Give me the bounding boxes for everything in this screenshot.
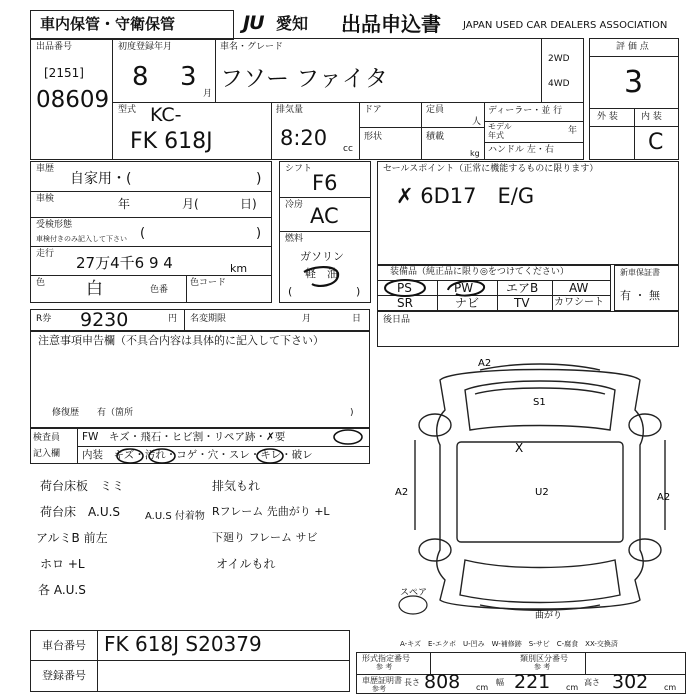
fuel-label: 燃料 xyxy=(285,234,304,244)
drive-2wd: 2WD xyxy=(548,54,570,64)
fw-circle-mark xyxy=(330,428,370,448)
drive-4wd: 4WD xyxy=(548,79,570,89)
equip-circle-marks xyxy=(380,278,510,300)
type-number-label: 形式指定番号 xyxy=(362,654,410,663)
mileage-label: 走行 xyxy=(36,249,55,259)
fw-row: FW キズ・飛石・ヒビ割・リペア跡・✗要 xyxy=(82,431,286,443)
ac-label: 冷房 xyxy=(285,200,304,210)
history-value: 自家用・( xyxy=(70,171,132,187)
displacement-label: 排気量 xyxy=(276,105,304,115)
diesel-circle-mark xyxy=(298,262,358,292)
class-number-label: 類別区分番号 xyxy=(520,654,568,663)
inspection-day: 日) xyxy=(240,197,257,211)
history-label: 車歴 xyxy=(36,164,55,174)
note-5: 各 A.U.S xyxy=(38,583,86,597)
model-label: 車名・グレード xyxy=(220,42,284,52)
inspection-month: 月( xyxy=(182,197,199,211)
note-10: A.U.S 付着物 xyxy=(145,511,205,522)
note-8: 下廻り フレーム サビ xyxy=(212,531,318,544)
history-box xyxy=(30,161,272,303)
deadline-day: 日 xyxy=(352,314,362,324)
interior-label: 内 装 xyxy=(641,112,662,122)
displacement-unit: cc xyxy=(343,144,353,154)
width-unit: cm xyxy=(566,683,579,692)
reg-month-unit: 月 xyxy=(203,89,213,99)
fuel-paren-close: ) xyxy=(356,285,361,298)
equip-sr: SR xyxy=(397,296,413,310)
lot-label: 出品番号 xyxy=(36,42,73,52)
type-line1: KC- xyxy=(150,104,182,126)
note-3: アルミB 前左 xyxy=(36,531,108,545)
receipt-open: ( xyxy=(140,226,146,241)
rear-goods-label: 後日品 xyxy=(383,315,411,325)
rear-goods-box xyxy=(377,311,679,347)
note-6: 排気もれ xyxy=(212,479,261,493)
repair-label: 修復歴 有（箇所 xyxy=(52,408,134,418)
diagram-label-u2: U2 xyxy=(535,487,549,498)
reg-year: 8 xyxy=(132,62,149,92)
receipt-sub: 車検付きのみ記入して下さい xyxy=(36,235,127,243)
interior-score: C xyxy=(648,130,664,155)
model-year-label: モデル xyxy=(488,122,512,131)
damage-legend: A-キズ E-エクボ U-凹み W-補修跡 S-サビ C-腐食 XX-交換済 xyxy=(400,640,618,648)
color-value: 白 xyxy=(86,279,103,299)
equipment-label: 装備品（純正品に限り◎をつけてください） xyxy=(390,267,569,277)
color-number-label: 色番 xyxy=(150,285,169,295)
deadline-month: 月 xyxy=(302,314,312,324)
height-label: 高さ xyxy=(584,678,600,687)
note-9: オイルもれ xyxy=(216,557,276,571)
association-name: JAPAN USED CAR DEALERS ASSOCIATION xyxy=(463,20,668,31)
exterior-label: 外 装 xyxy=(597,112,618,122)
type-label: 型式 xyxy=(118,105,137,115)
receipt-close: ) xyxy=(256,226,262,241)
shift-label: シフト xyxy=(285,164,313,174)
fuel-gasoline: ガソリン xyxy=(300,250,344,263)
ac-value: AC xyxy=(310,204,339,228)
warranty-value: 有 ・ 無 xyxy=(620,289,660,302)
reg-month: 3 xyxy=(180,62,197,92)
length-unit: cm xyxy=(476,683,489,692)
sales-point-box xyxy=(377,161,679,265)
equip-pw: PW xyxy=(454,281,474,295)
mileage-unit: km xyxy=(230,262,248,275)
width-value: 221 xyxy=(514,671,551,693)
wheel-rear-right xyxy=(629,539,661,561)
model-value: フソー ファイタ xyxy=(220,66,388,92)
repair-close: ) xyxy=(350,408,354,418)
load-label: 積載 xyxy=(426,132,445,142)
lot-number: 08609 xyxy=(36,87,110,113)
inspector-circle-marks xyxy=(110,446,400,466)
equip-aw: AW xyxy=(569,281,589,295)
note-4: ホロ +L xyxy=(40,557,85,571)
warranty-label: 新車保証書 xyxy=(620,268,660,277)
equip-tv: TV xyxy=(514,296,530,310)
sales-point-value: ✗ 6D17 E/G xyxy=(396,184,535,208)
type-number-ref: 参 考 xyxy=(376,663,393,671)
equip-ps: PS xyxy=(397,281,412,295)
diagram-label-s1: S1 xyxy=(533,397,546,408)
equip-leather-seat: カワシート xyxy=(554,297,604,308)
score-label: 評 価 点 xyxy=(616,42,649,52)
mileage-value: 27万4千6 9 4 xyxy=(76,254,173,272)
vehicle-damage-diagram xyxy=(395,350,685,620)
inspection-year: 年 xyxy=(118,197,131,211)
wheel-rear-left xyxy=(419,539,451,561)
color-code-label: 色コード xyxy=(190,278,227,288)
height-value: 302 xyxy=(612,671,649,693)
diagram-label-spare: スペア xyxy=(400,588,428,598)
brand-name: 愛知 xyxy=(276,14,309,33)
load-unit: kg xyxy=(470,149,480,158)
ju-logo: JU xyxy=(243,12,264,34)
score-value: 3 xyxy=(624,65,644,100)
fuel-diesel: 軽 油 xyxy=(305,267,338,280)
diagram-label-a2-left: A2 xyxy=(395,487,409,498)
year-unit: 年 xyxy=(568,126,578,136)
storage-note: 車内保管・守衛保管 xyxy=(40,15,176,33)
note-2: 荷台床 A.U.S xyxy=(40,505,121,519)
spare-tire xyxy=(399,596,427,614)
type-line2: FK 618J xyxy=(130,129,213,154)
note-7: Rフレーム 先曲がり +L xyxy=(212,505,330,518)
capacity-label: 定員 xyxy=(426,105,445,115)
form-title: 出品申込書 xyxy=(341,12,441,36)
r-ticket-value: 9230 xyxy=(80,309,129,331)
receipt-label: 受検形態 xyxy=(36,220,73,230)
handle-label: ハンドル 左・右 xyxy=(488,145,554,155)
displacement-value: 8:20 xyxy=(280,126,328,150)
rear-outline xyxy=(460,560,620,603)
width-label: 幅 xyxy=(496,678,504,687)
dimension-ref: 参考 xyxy=(372,685,386,693)
diagram-label-a2-right: A2 xyxy=(657,492,671,503)
wheel-front-left xyxy=(419,414,451,436)
notes-label: 注意事項申告欄（不具合内容は具体的に記入して下さい） xyxy=(38,334,324,347)
capacity-unit: 人 xyxy=(472,117,482,127)
inspector-label-2: 記入欄 xyxy=(33,449,61,459)
wheel-front-right xyxy=(629,414,661,436)
fuel-paren-open: ( xyxy=(288,285,293,298)
inspection-label: 車検 xyxy=(36,194,55,204)
sales-point-label: セールスポイント（正常に機能するものに限ります） xyxy=(383,164,599,174)
diagram-label-a2-top: A2 xyxy=(478,358,492,369)
chassis-value: FK 618J S20379 xyxy=(104,632,262,656)
class-number-ref: 参 考 xyxy=(534,663,551,671)
diagram-label-bent: 曲がり xyxy=(535,611,563,620)
length-label: 長さ xyxy=(404,678,420,687)
dimension-label: 車歴証明書 xyxy=(362,676,402,685)
model-year-label-2: 年式 xyxy=(488,131,504,140)
note-1: 荷台床板 ミミ xyxy=(40,479,125,493)
color-label: 色 xyxy=(36,278,46,288)
interior-row: 内装 キズ・汚れ・コゲ・穴・スレ・キレ・破レ xyxy=(82,449,313,461)
shift-value: F6 xyxy=(312,171,338,195)
r-ticket-label: R券 xyxy=(36,314,52,324)
r-ticket-unit: 円 xyxy=(168,314,178,324)
equip-navi: ナビ xyxy=(455,296,480,310)
registration-label: 登録番号 xyxy=(42,669,86,682)
shape-label: 形状 xyxy=(364,132,383,142)
chassis-label: 車台番号 xyxy=(42,639,86,652)
dealer-label: ディーラー・並 行 xyxy=(488,106,563,116)
inspector-label-1: 検査員 xyxy=(33,433,61,443)
diagram-label-x: X xyxy=(515,441,524,455)
deadline-label: 名変期限 xyxy=(190,314,227,324)
door-label: ドア xyxy=(364,105,382,115)
height-unit: cm xyxy=(664,683,677,692)
equip-airbag: エアB xyxy=(506,281,539,295)
reg-label: 初度登録年月 xyxy=(118,42,173,52)
length-value: 808 xyxy=(424,671,461,693)
history-close: ) xyxy=(256,171,262,187)
lot-bracket: [2151] xyxy=(44,66,84,80)
